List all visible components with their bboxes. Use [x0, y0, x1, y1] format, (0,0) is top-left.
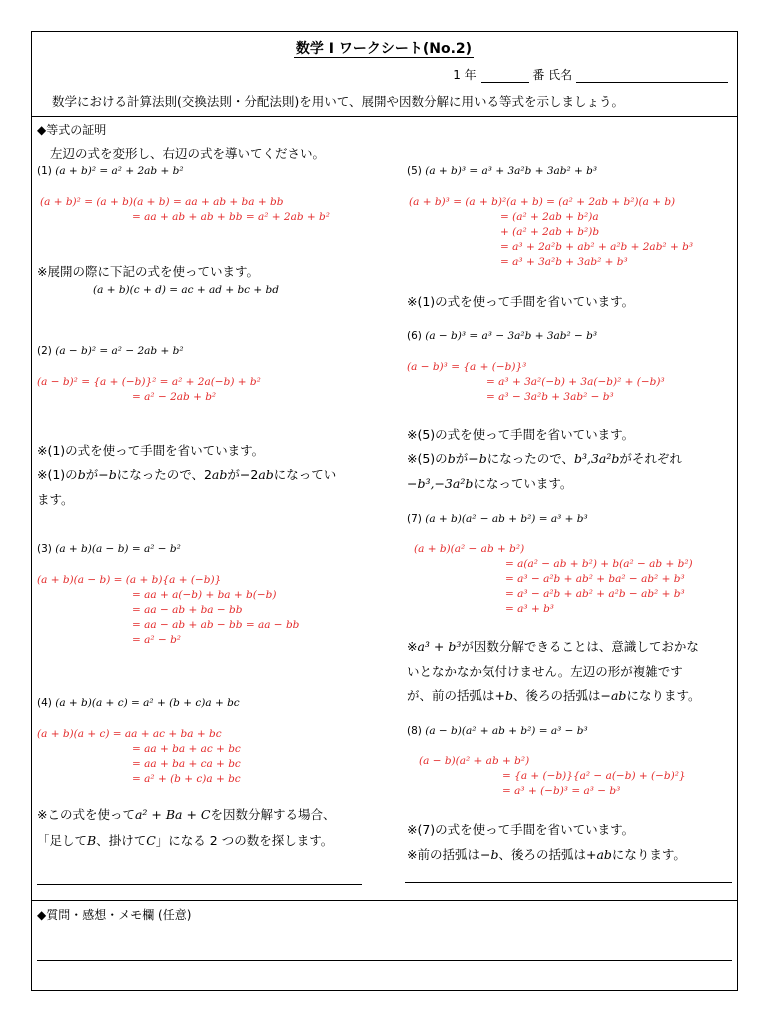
note-5: ※(1)の式を使って手間を省いています。 [407, 294, 635, 309]
instruction-text: 左辺の式を変形し、右辺の式を導いてください。 [50, 146, 326, 161]
solution-1-line-2: = aa + ab + ab + bb = a² + 2ab + b² [132, 211, 330, 223]
note-1: ※展開の際に下記の式を使っています。 [37, 264, 259, 279]
note-4-b: 「足してB、掛けてC」になる 2 つの数を探します。 [37, 833, 334, 848]
right-answer-line [405, 882, 732, 883]
problem-1: (1) (a + b)² = a² + 2ab + b² [37, 165, 184, 177]
solution-5-line-3: + (a² + 2ab + b²)b [500, 226, 600, 238]
worksheet-title: 数学 I ワークシート(No.2) [295, 41, 473, 57]
solution-5-line-1: (a + b)³ = (a + b)²(a + b) = (a² + 2ab + b²)(a + b) [409, 196, 676, 208]
problem-4: (4) (a + b)(a + c) = a² + (b + c)a + bc [37, 697, 240, 709]
section-proof-heading: ◆等式の証明 [37, 123, 107, 137]
intro-text: 数学における計算法則(交換法則・分配法則)を用いて、展開や因数分解に用いる等式を示しましょう。 [52, 94, 625, 109]
class-number-blank[interactable] [481, 70, 529, 83]
memo-line[interactable] [37, 960, 732, 961]
solution-6-line-1: (a − b)³ = {a + (−b)}³ [407, 361, 527, 373]
solution-3-line-3: = aa − ab + ba − bb [132, 604, 243, 616]
solution-2-line-1: (a − b)² = {a + (−b)}² = a² + 2a(−b) + b² [37, 376, 261, 388]
solution-4-line-2: = aa + ba + ac + bc [132, 743, 241, 755]
solution-5-line-5: = a³ + 3a²b + 3ab² + b³ [500, 256, 628, 268]
number-name-label: 番 氏名 [532, 68, 573, 82]
solution-3-line-1: (a + b)(a − b) = (a + b){a + (−b)} [37, 574, 222, 586]
note-8-a: ※(7)の式を使って手間を省いています。 [407, 822, 635, 837]
solution-5-line-4: = a³ + 2a²b + ab² + a²b + 2ab² + b³ [500, 241, 694, 253]
memo-divider [31, 900, 738, 901]
note-7-c: が、前の括弧は+b、後ろの括弧は−abになります。 [407, 688, 701, 703]
solution-8-line-3: = a³ + (−b)³ = a³ − b³ [502, 785, 621, 797]
problem-3: (3) (a + b)(a − b) = a² − b² [37, 543, 181, 555]
solution-3-line-4: = aa − ab + ab − bb = aa − bb [132, 619, 300, 631]
solution-4-line-1: (a + b)(a + c) = aa + ac + ba + bc [37, 728, 222, 740]
note-2-c: ます。 [37, 492, 74, 507]
solution-5-line-2: = (a² + 2ab + b²)a [500, 211, 599, 223]
problem-6: (6) (a − b)³ = a³ − 3a²b + 3ab² − b³ [407, 330, 598, 342]
note-2-a: ※(1)の式を使って手間を省いています。 [37, 443, 265, 458]
left-answer-line [37, 884, 362, 885]
note-4-a: ※この式を使ってa² + Ba + Cを因数分解する場合、 [37, 807, 336, 822]
solution-7-line-4: = a³ − a²b + ab² + a²b − ab² + b³ [505, 588, 685, 600]
note-7-a: ※a³ + b³が因数分解できることは、意識しておかな [407, 639, 699, 654]
note-6-a: ※(5)の式を使って手間を省いています。 [407, 427, 635, 442]
note-8-b: ※前の括弧は−b、後ろの括弧は+abになります。 [407, 847, 686, 862]
problem-8: (8) (a − b)(a² + ab + b²) = a³ − b³ [407, 725, 588, 737]
solution-7-line-5: = a³ + b³ [505, 603, 555, 615]
solution-8-line-2: = {a + (−b)}{a² − a(−b) + (−b)²} [502, 770, 686, 782]
note-2-b: ※(1)のbが−bになったので、2abが−2abになってい [37, 467, 337, 482]
solution-7-line-2: = a(a² − ab + b²) + b(a² − ab + b²) [505, 558, 693, 570]
problem-7: (7) (a + b)(a² − ab + b²) = a³ + b³ [407, 513, 588, 525]
solution-4-line-4: = a² + (b + c)a + bc [132, 773, 241, 785]
problem-5: (5) (a + b)³ = a³ + 3a²b + 3ab² + b³ [407, 165, 598, 177]
problem-2: (2) (a − b)² = a² − 2ab + b² [37, 345, 184, 357]
note-6-c: −b³,−3a²bになっています。 [407, 476, 573, 491]
expansion-formula: (a + b)(c + d) = ac + ad + bc + bd [93, 284, 279, 296]
solution-6-line-3: = a³ − 3a²b + 3ab² − b³ [486, 391, 614, 403]
note-6-b: ※(5)のbが−bになったので、b³,3a²bがそれぞれ [407, 451, 682, 466]
header-divider [31, 116, 738, 117]
solution-3-line-2: = aa + a(−b) + ba + b(−b) [132, 589, 277, 601]
name-line [453, 66, 728, 83]
solution-7-line-3: = a³ − a²b + ab² + ba² − ab² + b³ [505, 573, 685, 585]
solution-8-line-1: (a − b)(a² + ab + b²) [419, 755, 530, 767]
student-name-blank[interactable] [576, 70, 728, 83]
solution-7-line-1: (a + b)(a² − ab + b²) [414, 543, 525, 555]
grade-label: 1 年 [453, 68, 477, 82]
solution-1-line-1: (a + b)² = (a + b)(a + b) = aa + ab + ba + bb [40, 196, 284, 208]
solution-3-line-5: = a² − b² [132, 634, 182, 646]
solution-6-line-2: = a³ + 3a²(−b) + 3a(−b)² + (−b)³ [486, 376, 665, 388]
solution-4-line-3: = aa + ba + ca + bc [132, 758, 241, 770]
solution-2-line-2: = a² − 2ab + b² [132, 391, 217, 403]
note-7-b: いとなかなか気付けません。左辺の形が複雑です [407, 664, 683, 679]
section-memo-heading: ◆質問・感想・メモ欄 (任意) [37, 908, 192, 922]
